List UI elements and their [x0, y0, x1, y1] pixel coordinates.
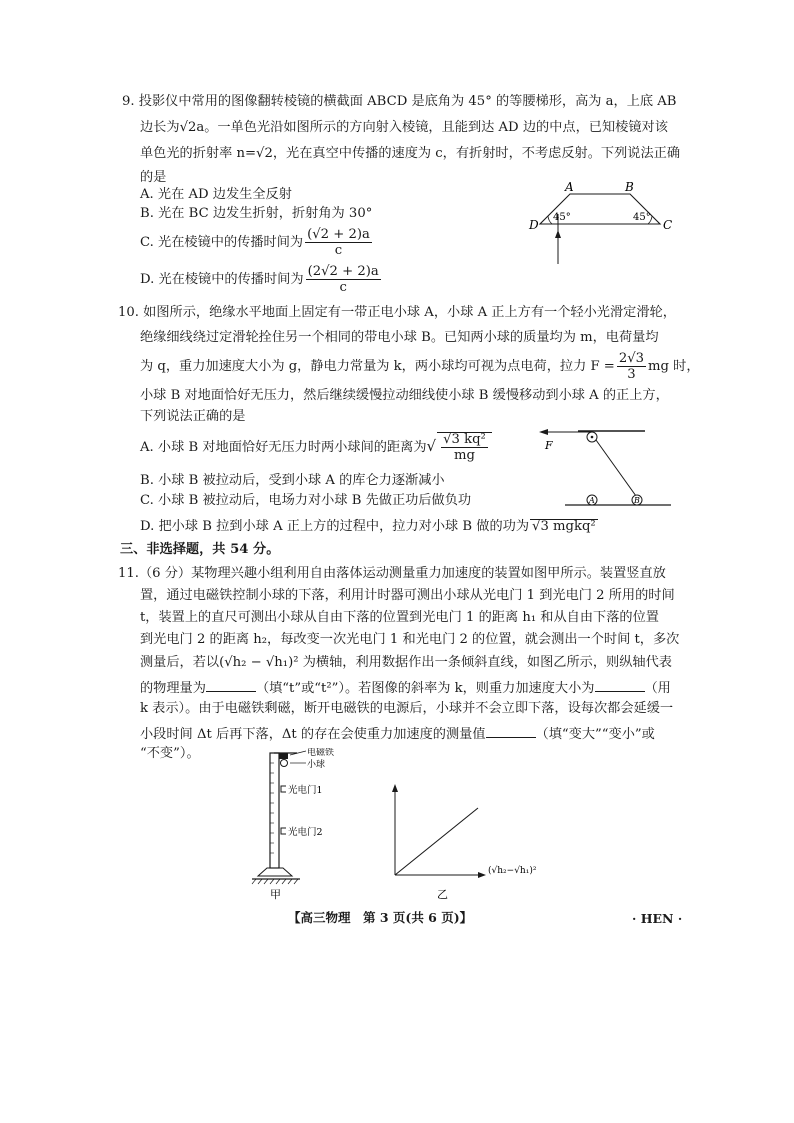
fraction-numerator: 2√3 [618, 351, 645, 366]
q9-line-3-pre: 单色光的折射率 n= [140, 146, 257, 161]
q10-force-fraction [617, 352, 646, 381]
ruler-post [270, 753, 279, 868]
section-3-heading: 三、非选择题，共 54 分。 [120, 542, 280, 557]
q9-option-c-fraction [305, 228, 372, 257]
q9-sqrt2-n: √2 [256, 146, 273, 161]
q11-line-2: 置，通过电磁铁控制小球的下落，利用计时器可测出小球从光电门 1 到光电门 2 所用的时间 [140, 588, 675, 603]
q9-option-d-label: D. 光在棱镜中的传播时间为 [140, 272, 304, 288]
answer-blank-2[interactable] [595, 679, 645, 692]
ground-hatching [252, 879, 298, 884]
q11-apparatus-figure [250, 748, 360, 900]
q9-option-d-fraction [306, 265, 381, 294]
q11-line-8-pre: 小段时间 Δt 后再下落，Δt 的存在会使重力加速度的测量值 [140, 727, 486, 742]
caption-yi: 乙 [437, 888, 448, 901]
pulley-axle [591, 436, 594, 439]
q11-line-8 [140, 725, 655, 741]
q11-line-6-mid: （填“t”或“t²”）。若图像的斜率为 k，则重力加速度大小为 [255, 681, 595, 696]
q9-option-b: B. 光在 BC 边发生折射，折射角为 30° [140, 206, 373, 221]
q10-option-d-radical: √3 mgkq² [532, 519, 596, 534]
q9-line-1: 9. 投影仪中常用的图像翻转棱镜的横截面 ABCD 是底角为 45° 的等腰梯形，高为 a，上底 AB [122, 94, 677, 109]
q9-option-c [140, 228, 374, 257]
q10-option-a [140, 432, 492, 462]
q11-line-9: “不变”）。 [140, 746, 200, 761]
q11-line-8-post: （填“变大”“变小”或 [535, 727, 655, 742]
q10-line-4: 小球 B 对地面恰好无压力，然后继续缓慢拉动细线使小球 B 缓慢移动到小球 A 的正上方， [140, 388, 669, 403]
label-A: A [565, 180, 574, 194]
q10-option-d-label: D. 把小球 B 拉到小球 A 正上方的过程中，拉力对小球 B 做的功为 [140, 519, 530, 534]
label-ball-b: B [634, 496, 640, 505]
electromagnet [279, 753, 288, 759]
q10-option-a-fraction [441, 433, 488, 462]
label-B: B [625, 180, 634, 194]
q9-sqrt2: √2 [179, 120, 197, 135]
answer-blank-3[interactable] [486, 725, 536, 738]
x-axis-arrowhead [478, 872, 486, 878]
label-gate-2: 光电门2 [288, 827, 323, 838]
label-ball-a: A [589, 496, 595, 505]
fraction-numerator: √3 kq² [443, 432, 486, 447]
string-to-b [596, 440, 636, 496]
q9-option-d [140, 265, 383, 294]
stand-base [258, 868, 292, 876]
label-magnet: 电磁铁 [307, 748, 335, 758]
q10-option-b: B. 小球 B 被拉动后，受到小球 A 的库仑力逐渐减小 [140, 473, 445, 488]
y-axis-arrowhead [392, 784, 398, 792]
q10-line-3-pre: 为 q，重力加速度大小为 g，静电力常量为 k，两小球均可视为点电荷，拉力 F = [140, 359, 615, 375]
q11-line-6-post: （用 [644, 681, 671, 696]
label-C: C [663, 218, 673, 232]
radical-sign: √ [426, 437, 437, 456]
fraction-denominator: mg [453, 448, 475, 464]
footer-code: · HEN · [632, 911, 683, 926]
fraction-numerator: (2√2 + 2)a [307, 264, 379, 279]
light-ray-arrowhead [555, 230, 561, 238]
q10-option-d [140, 519, 598, 533]
q11-line-6-pre: 的物理量为 [140, 681, 206, 696]
fraction-denominator: 3 [627, 367, 636, 383]
q11-line-3: t，装置上的直尺可测出小球从自由下落的位置到光电门 1 的距离 h₁ 和从自由下落的位置 [140, 610, 659, 625]
label-angle-right: 45° [633, 212, 651, 223]
ruler-ticks [270, 763, 274, 853]
angle-arc-left [548, 216, 552, 224]
q10-option-a-label: A. 小球 B 对地面恰好无压力时两小球间的距离为 [140, 440, 427, 456]
fraction-denominator: c [339, 280, 347, 296]
fraction-denominator: c [334, 243, 343, 259]
label-ball: 小球 [307, 760, 326, 770]
q9-line-3-post: ，光在真空中传播的速度为 c，有折射时，不考虑反射。下列说法正确 [272, 146, 681, 161]
label-gate-1: 光电门1 [288, 785, 323, 796]
label-angle-left: 45° [553, 212, 571, 223]
q10-line-2: 绝缘细线绕过定滑轮拴住另一个相同的带电小球 B。已知两小球的质量均为 m，电荷量均 [140, 330, 659, 345]
label-D: D [529, 218, 539, 232]
photogate-2 [281, 828, 286, 834]
q11-line-1: 11.（6 分）某物理兴趣小组利用自由落体运动测量重力加速度的装置如图甲所示。装置竖直放 [118, 566, 666, 581]
q9-line-2 [140, 121, 668, 134]
q11-graph-figure [385, 782, 560, 902]
q10-pulley-figure [535, 425, 675, 510]
q11-line-7: k 表示）。由于电磁铁剩磁，断开电磁铁的电源后，小球并不会立即下落，设每次都会延缓一 [140, 701, 674, 716]
q11-line-6 [140, 679, 671, 695]
data-line [395, 808, 478, 875]
q11-line-5: 测量后，若以(√h₂ − √h₁)² 为横轴，利用数据作出一条倾斜直线，如图乙所示，则纵轴代表 [140, 655, 672, 670]
x-axis-label: (√h₂−√h₁)² [488, 866, 537, 876]
photogate-1 [281, 786, 286, 792]
q10-line-1: 10. 如图所示，绝缘水平地面上固定有一带正电小球 A，小球 A 正上方有一个轻小光滑定滑轮， [118, 305, 676, 320]
ball [281, 760, 288, 767]
q11-line-4: 到光电门 2 的距离 h₂，每改变一次光电门 1 和光电门 2 的位置，就会测出一个时间 t，多次 [140, 632, 680, 647]
force-arrowhead [539, 429, 548, 435]
answer-blank-1[interactable] [206, 679, 256, 692]
q9-line-2-post: a。一单色光沿如图所示的方向射入棱镜，且能到达 AD 边的中点，已知棱镜对该 [196, 120, 668, 135]
fraction-numerator: (√2 + 2)a [307, 227, 370, 242]
q10-option-a-radicand [437, 432, 492, 462]
q10-line-3-post: mg 时， [648, 359, 700, 375]
q10-line-5: 下列说法正确的是 [140, 409, 246, 424]
page-footer: 【高三物理 第 3 页(共 6 页)】 [288, 910, 473, 925]
q9-line-2-pre: 边长为 [140, 120, 180, 135]
q9-line-4: 的是 [140, 170, 167, 185]
q9-option-c-label: C. 光在棱镜中的传播时间为 [140, 235, 304, 251]
label-force-f: F [545, 439, 553, 452]
q9-line-3 [140, 147, 680, 160]
caption-jia: 甲 [270, 888, 281, 900]
q10-line-3 [140, 352, 700, 381]
q10-option-c: C. 小球 B 被拉动后，电场力对小球 B 先做正功后做负功 [140, 493, 472, 508]
q9-option-a: A. 光在 AD 边发生全反射 [140, 187, 292, 202]
q9-trapezoid-figure [525, 180, 685, 268]
